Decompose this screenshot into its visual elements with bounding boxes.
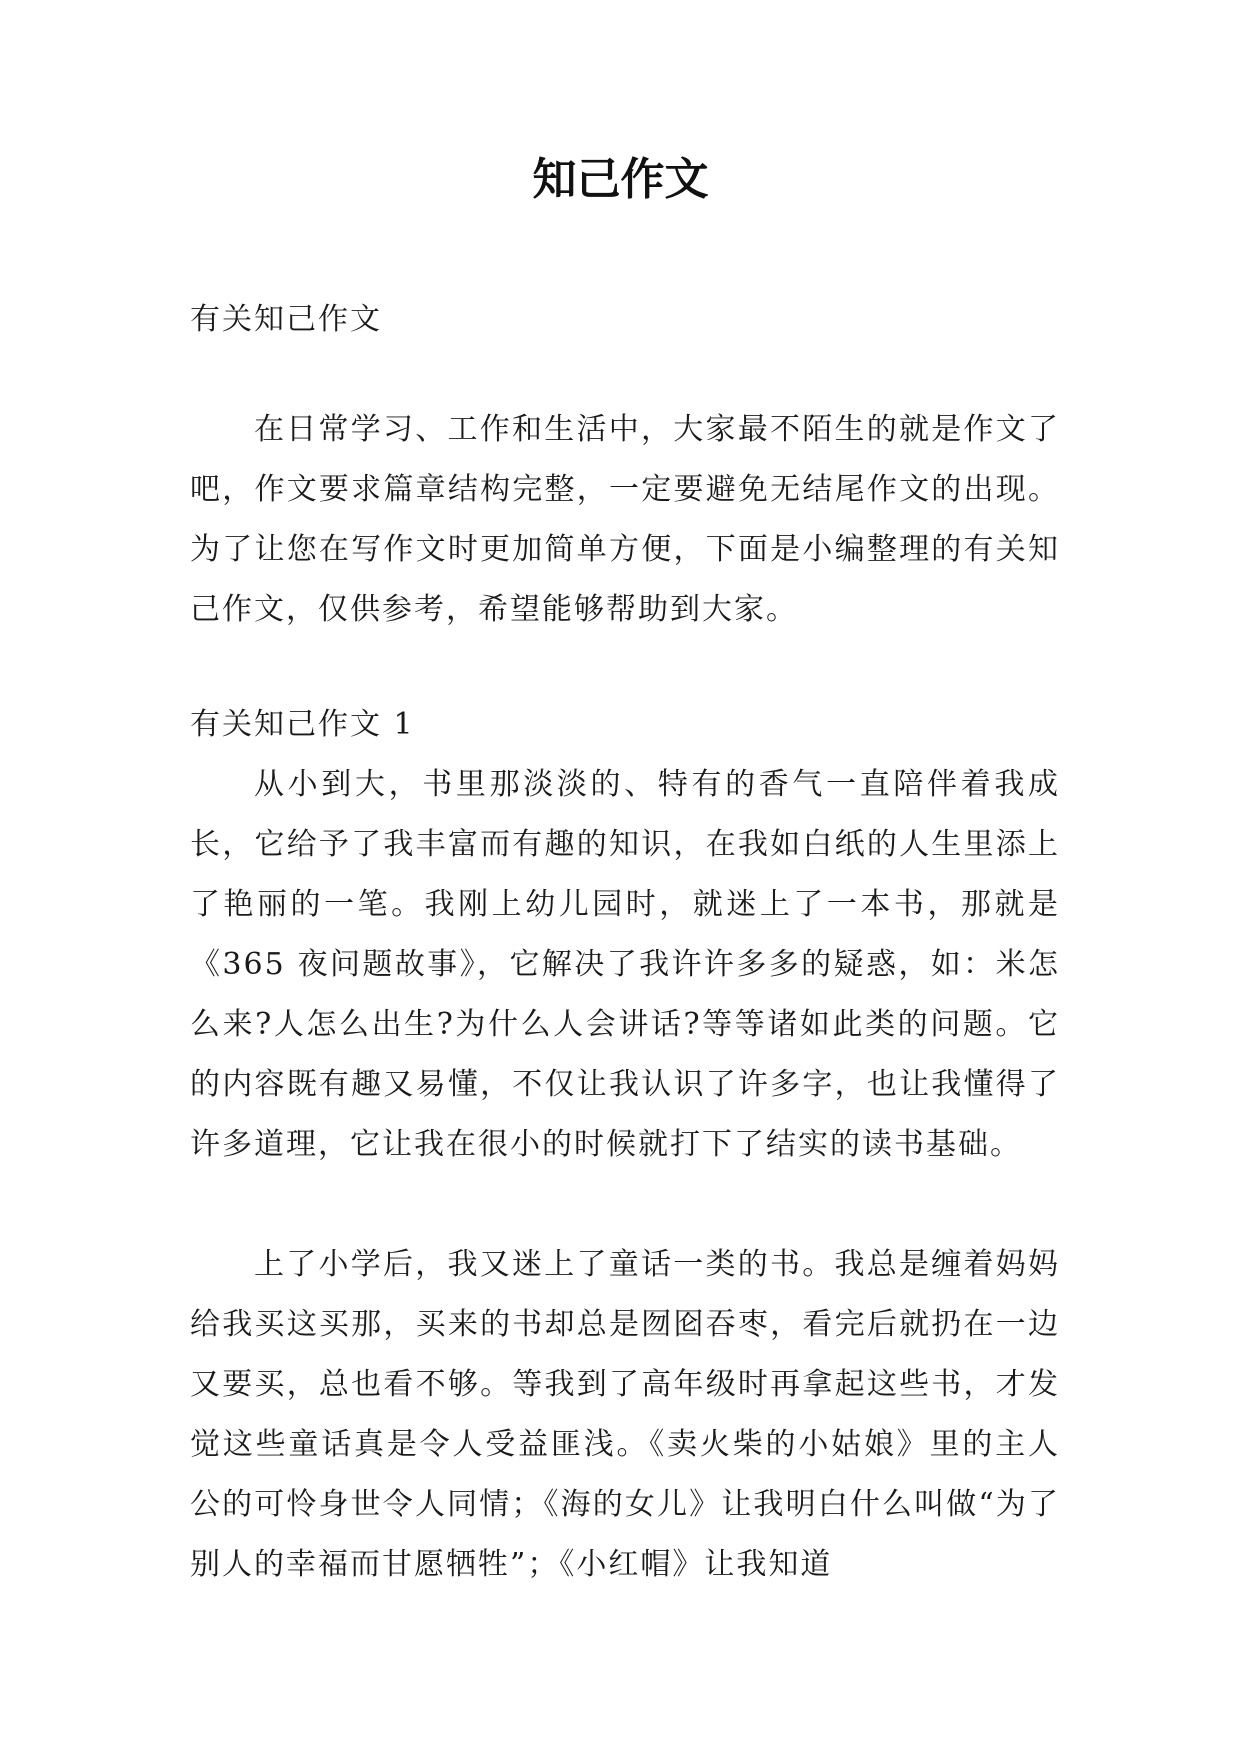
section-heading: 有关知己作文 <box>190 302 382 337</box>
essay-paragraph: 上了小学后，我又迷上了童话一类的书。我总是缠着妈妈给我买这买那，买来的书却总是囫囵吞枣，看完后就扔在一边又要买，总也看不够。等我到了高年级时再拿起这些书，才发觉这些童话真是令人受益匪浅。《卖火柴的小姑娘》里的主人公的可怜身世令人同情；《海的女儿》让我明白什么叫做“为了别人的幸福而甘愿牺牲”；《小红帽》让我知道 <box>190 1247 1060 1582</box>
intro-paragraph: 在日常学习、工作和生活中，大家最不陌生的就是作文了吧，作文要求篇章结构完整，一定要避免无结尾作文的出现。为了让您在写作文时更加简单方便，下面是小编整理的有关知己作文，仅供参考，希望能够帮助到大家。 <box>190 412 1060 627</box>
document-title: 知己作文 <box>532 154 709 205</box>
essay-paragraph: 从小到大，书里那淡淡的、特有的香气一直陪伴着我成长，它给予了我丰富而有趣的知识，在我如白纸的人生里添上了艳丽的一笔。我刚上幼儿园时，就迷上了一本书，那就是《365 夜问题故事》，它解决了我许许多多的疑惑，如：米怎么来?人怎么出生?为什么人会讲话?等等诸如此类的问题。它的内容既有趣又易懂，不仅让我认识了许多字，也让我懂得了许多道理，它让我在很小的时候就打下了结实的读书基础。 <box>190 767 1060 1162</box>
essay-heading: 有关知己作文 1 <box>190 707 415 742</box>
